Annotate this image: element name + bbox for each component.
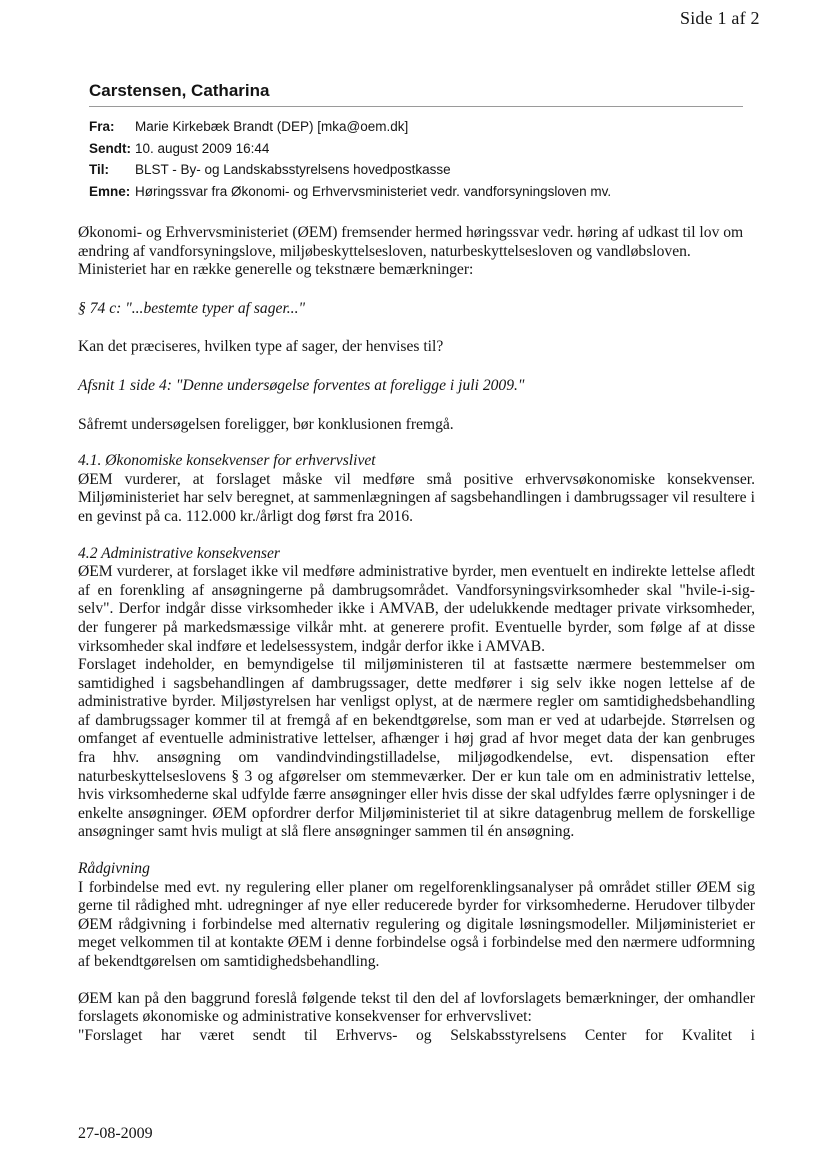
paragraph-4-2-a: ØEM vurderer, at forslaget ikke vil medføre administrative byrder, men eventuelt en indirekte lettelse afledt af en forenkling af ansøgningerne på dambrugsområdet. Vandforsyningsvirksomheder skal "hvile-i-sig-selv". Derfor indgår disse virksomheder ikke i AMVAB, der udelukkende medtager private virksomheder, der fungerer på markedsmæssige vilkår mht. at generere profit. Eventuelle byrder, som følge af at disse virksomheder skal indføre et ledelsessystem, indgår derfor ikke i AMVAB. <box>78 563 755 655</box>
sent-row <box>89 138 749 160</box>
intro-paragraph: Økonomi- og Erhvervsministeriet (ØEM) fremsender hermed høringssvar vedr. høring af udkast til lov om ændring af vandforsyningslove, miljøbeskyttelsesloven, naturbeskyttelsesloven og vandløbsloven. Ministeriet har en række generelle og tekstnære bemærkninger: <box>78 224 744 279</box>
sender-name: Carstensen, Catharina <box>89 81 270 100</box>
paragraph-raadgivning: I forbindelse med evt. ny regulering eller planer om regelforenklingsanalyser på området stiller ØEM sig gerne til rådighed mht. udregninger af nye eller reducerede byrder for virksomhederne. Herudover tilbyder ØEM rådgivning i forbindelse med alternativ regulering og digitale løsningsmodeller. Miljøministeriet er meget velkommen til at kontakte ØEM i denne forbindelse også i forbindelse med den nærmere udformning af bekendtgørelsen om samtidighedsbehandling. <box>78 878 755 970</box>
paragraph-4-2-b: Forslaget indeholder, en bemyndigelse til miljøministeren til at fastsætte nærmere bestemmelser om samtidighed i sagsbehandlingen af dambrugssager, dette medfører i sig selv ikke nogen lettelse af de administrative byrder. Miljøstyrelsen har venligst oplyst, at de nærmere regler om samtidighedsbehandling af dambrugssager kommer til at fremgå af en bekendtgørelse, som man er ved at udarbejde. Størrelsen og omfanget af eventuelle administrative lettelser, afhænger i høj grad af hvor meget data der kan genbruges fra hhv. ansøgning om vandindvindingstilladelse, miljøgodkendelse, evt. dispensation efter naturbeskyttelseslovens § 3 og afgørelser om stemmeværker. Der er kun tale om en administrativ lettelse, hvis virksomhederne skal udfylde færre ansøgninger eller hvis disse der skal udfyldes færre oplysninger i de enkelte ansøgninger. ØEM opfordrer derfor Miljøministeriet til at sikre datagenbrug mellem de forskellige ansøgninger samt hvis muligt at slå flere ansøgninger sammen til én ansøgning. <box>78 656 755 841</box>
subject-label: Emne: <box>89 183 131 199</box>
footer-date: 27-08-2009 <box>78 1125 153 1142</box>
from-label: Fra: <box>89 119 115 134</box>
to-value: BLST - By- og Landskabsstyrelsens hovedpostkasse <box>135 162 451 178</box>
heading-4-2: 4.2 Administrative konsekvenser <box>78 544 280 562</box>
quote-start: "Forslaget har været sendt til Erhvervs- og Selskabsstyrelsens Center for Kvalitet i <box>78 1026 755 1044</box>
from-row <box>89 116 749 138</box>
section-74c-question: Kan det præciseres, hvilken type af sager, der henvises til? <box>78 338 444 356</box>
page-number: Side 1 af 2 <box>680 8 760 28</box>
subject-value: Høringssvar fra Økonomi- og Erhvervsministeriet vedr. vandforsyningsloven mv. <box>135 183 612 199</box>
letter-body <box>78 224 755 1045</box>
sent-label: Sendt: <box>89 140 131 156</box>
section-afsnit-answer: Såfremt undersøgelsen foreligger, bør konklusionen fremgå. <box>78 415 454 433</box>
heading-raadgivning: Rådgivning <box>78 860 150 878</box>
header-divider <box>89 106 743 107</box>
sent-value: 10. august 2009 16:44 <box>135 140 270 156</box>
paragraph-4-1: ØEM vurderer, at forslaget måske vil medføre små positive erhvervsøkonomiske konsekvenser. Miljøministeriet har selv beregnet, at sammenlægningen af sagsbehandlingen i dambrugssager vil resultere i en gevinst på ca. 112.000 kr./årligt dog først fra 2016. <box>78 470 755 525</box>
heading-4-1: 4.1. Økonomiske konsekvenser for erhvervslivet <box>78 452 376 470</box>
paragraph-forslag: ØEM kan på den baggrund foreslå følgende tekst til den del af lovforslagets bemærkninger, der omhandler forslagets økonomiske og administrative konsekvenser for erhvervslivet: <box>78 989 755 1026</box>
section-74c-quote: § 74 c: "...bestemte typer af sager..." <box>78 299 306 317</box>
subject-row <box>89 181 749 203</box>
section-afsnit-quote: Afsnit 1 side 4: "Denne undersøgelse forventes at foreligge i juli 2009." <box>78 376 525 394</box>
from-value: Marie Kirkebæk Brandt (DEP) [mka@oem.dk] <box>135 119 409 134</box>
email-header <box>89 116 749 202</box>
to-row <box>89 159 749 181</box>
to-label: Til: <box>89 162 109 178</box>
